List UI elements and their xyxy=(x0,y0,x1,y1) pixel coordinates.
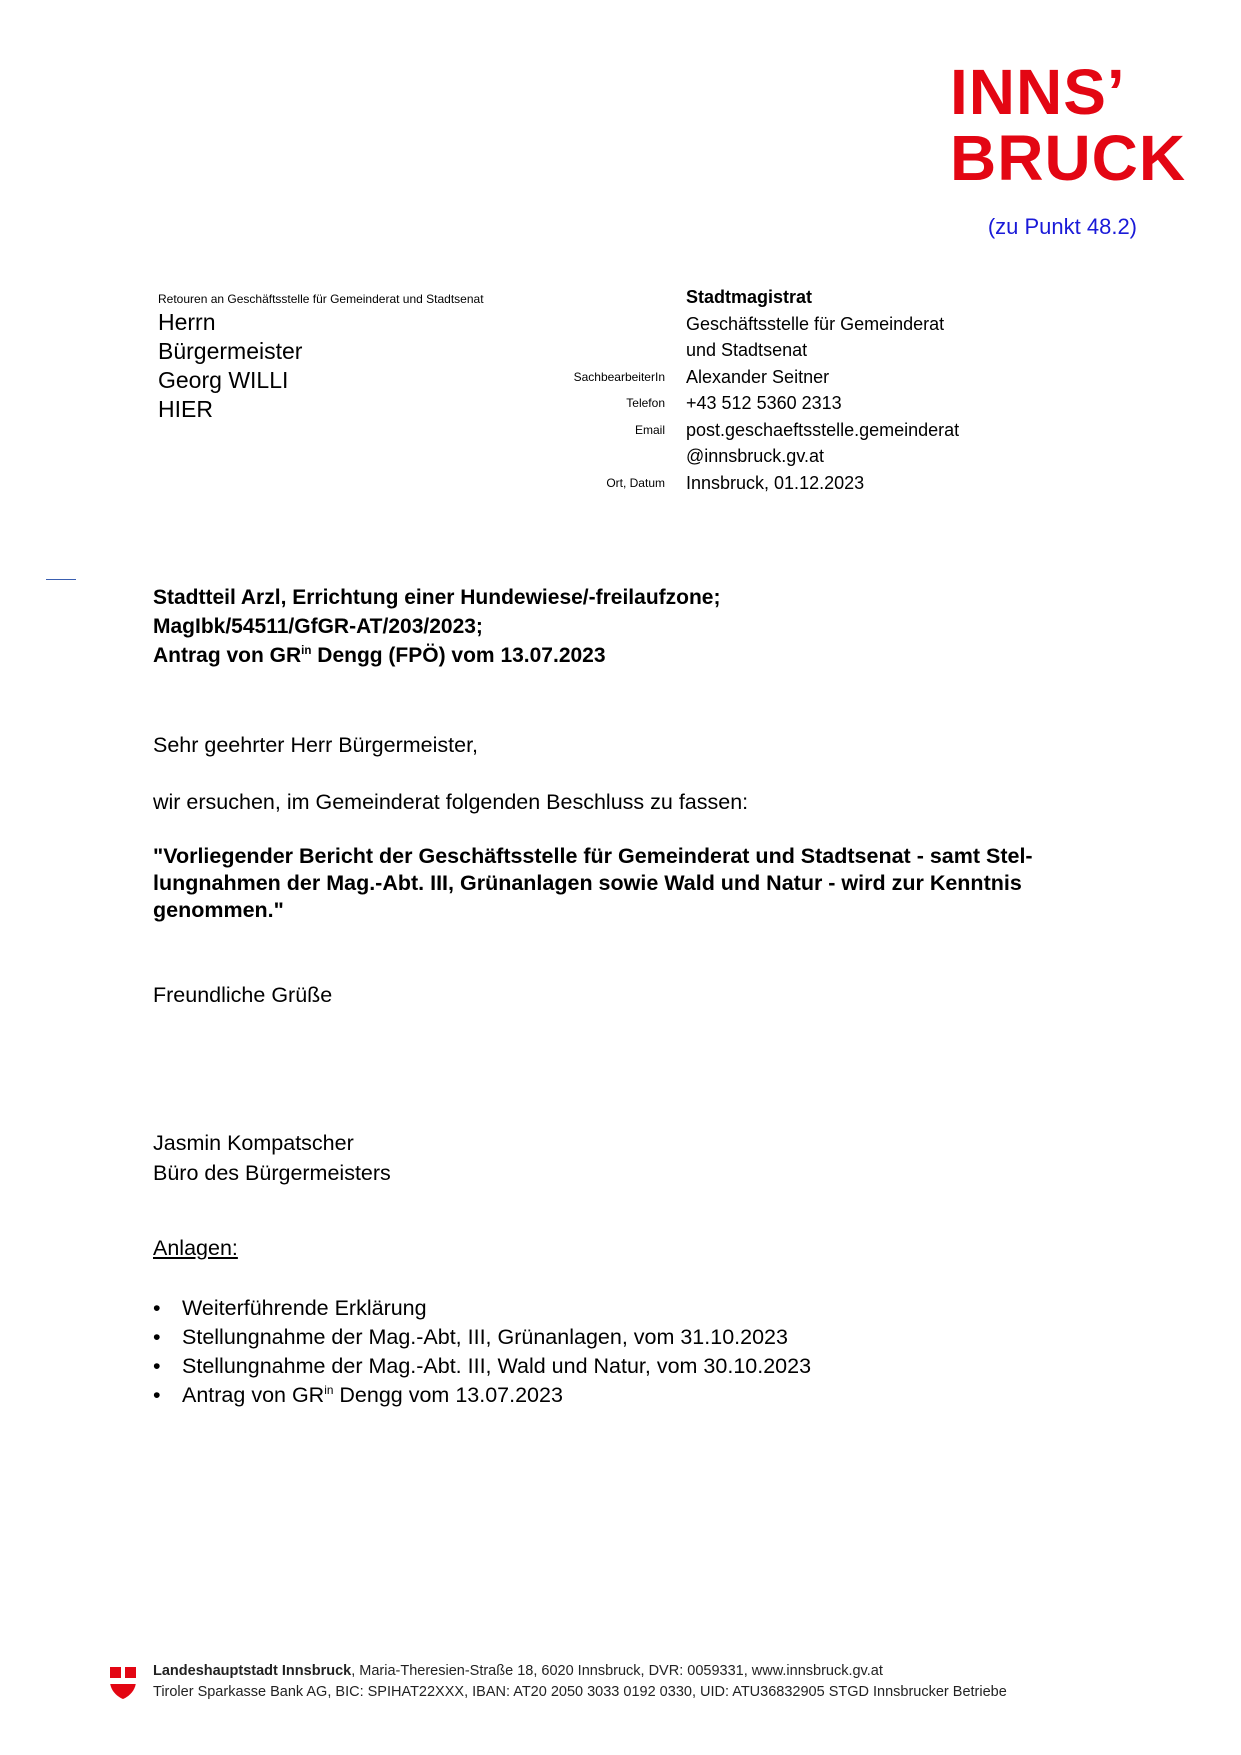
sender-org: Stadtmagistrat xyxy=(686,287,813,307)
signature xyxy=(153,1128,391,1188)
footer-org: Landeshauptstadt Innsbruck xyxy=(153,1663,352,1679)
logo-line-1: INNS’ xyxy=(950,56,1126,128)
request-text: wir ersuchen, im Gemeinderat folgenden Beschluss zu fassen: xyxy=(153,790,749,814)
closing: Freundliche Grüße xyxy=(153,983,333,1007)
footer-line-2: Tiroler Sparkasse Bank AG, BIC: SPIHAT22XXX, IBAN: AT20 2050 3033 0192 0330, UID: ATU36832905 STGD Innsbrucker Betriebe xyxy=(153,1684,1007,1700)
attachments-heading: Anlagen: xyxy=(153,1236,238,1260)
footer-address: , Maria-Theresien-Straße 18, 6020 Innsbruck, DVR: 0059331, www.innsbruck.gv.at xyxy=(351,1663,883,1679)
subject-text: Antrag von GR xyxy=(153,644,302,667)
list-item xyxy=(153,1381,811,1410)
subject-text: Dengg (FPÖ) vom 13.07.2023 xyxy=(311,644,606,667)
footer xyxy=(153,1661,1007,1703)
agenda-reference: (zu Punkt 48.2) xyxy=(987,214,1137,239)
list-item: • Stellungnahme der Mag.-Abt. III, Wald und Natur, vom 30.10.2023 xyxy=(153,1352,811,1381)
list-item-text: Antrag von GR xyxy=(182,1383,325,1407)
resolution-line: "Vorliegender Bericht der Geschäftsstelle für Gemeinderat und Stadtsenat - samt Stel- xyxy=(153,844,1033,868)
sender-email: @innsbruck.gv.at xyxy=(686,446,824,466)
sender-dept: und Stadtsenat xyxy=(686,340,808,360)
salutation: Sehr geehrter Herr Bürgermeister, xyxy=(153,733,479,757)
footer-line-1 xyxy=(153,1661,1007,1682)
phone-label: Telefon xyxy=(626,396,665,410)
list-item-sup: in xyxy=(324,1382,334,1397)
sender-place-date: Innsbruck, 01.12.2023 xyxy=(686,472,865,493)
subject-line: Stadtteil Arzl, Errichtung einer Hundewiese/-freilaufzone; xyxy=(153,586,721,609)
recipient-address xyxy=(158,308,302,424)
margin-mark xyxy=(46,579,76,580)
signature-office: Büro des Bürgermeisters xyxy=(153,1161,391,1185)
recipient-line: Herrn xyxy=(158,309,216,335)
list-item-text: Dengg vom 13.07.2023 xyxy=(333,1383,563,1407)
resolution-line: genommen." xyxy=(153,898,284,922)
attachments-list xyxy=(153,1294,811,1410)
signature-name: Jasmin Kompatscher xyxy=(153,1131,354,1155)
list-item: • Stellungnahme der Mag.-Abt, III, Grünanlagen, vom 31.10.2023 xyxy=(153,1323,811,1352)
subject-line xyxy=(153,641,720,670)
recipient-line: HIER xyxy=(158,396,213,422)
clerk-label: SachbearbeiterIn xyxy=(573,370,665,384)
resolution-text xyxy=(153,843,1133,924)
email-label: Email xyxy=(634,423,665,437)
sender-clerk: Alexander Seitner xyxy=(686,366,830,387)
recipient-line: Bürgermeister xyxy=(158,338,303,364)
city-crest-icon xyxy=(108,1665,138,1701)
logo-line-2: BRUCK xyxy=(950,122,1187,194)
return-address: Retouren an Geschäftsstelle für Gemeinderat und Stadtsenat xyxy=(158,292,484,306)
subject xyxy=(153,583,720,670)
subject-sup: in xyxy=(301,645,312,657)
resolution-line: lungnahmen der Mag.-Abt. III, Grünanlagen sowie Wald und Natur - wird zur Kenntnis xyxy=(153,871,1022,895)
list-item: • Weiterführende Erklärung xyxy=(153,1294,811,1323)
recipient-line: Georg WILLI xyxy=(158,367,289,393)
sender-dept: Geschäftsstelle für Gemeinderat xyxy=(686,313,945,334)
sender-phone: +43 512 5360 2313 xyxy=(686,393,842,413)
sender-block xyxy=(686,284,959,496)
sender-email: post.geschaeftsstelle.gemeinderat xyxy=(686,419,960,440)
place-date-label: Ort, Datum xyxy=(606,476,665,490)
innsbruck-logo xyxy=(950,56,1190,194)
subject-line: MagIbk/54511/GfGR-AT/203/2023; xyxy=(153,615,483,638)
